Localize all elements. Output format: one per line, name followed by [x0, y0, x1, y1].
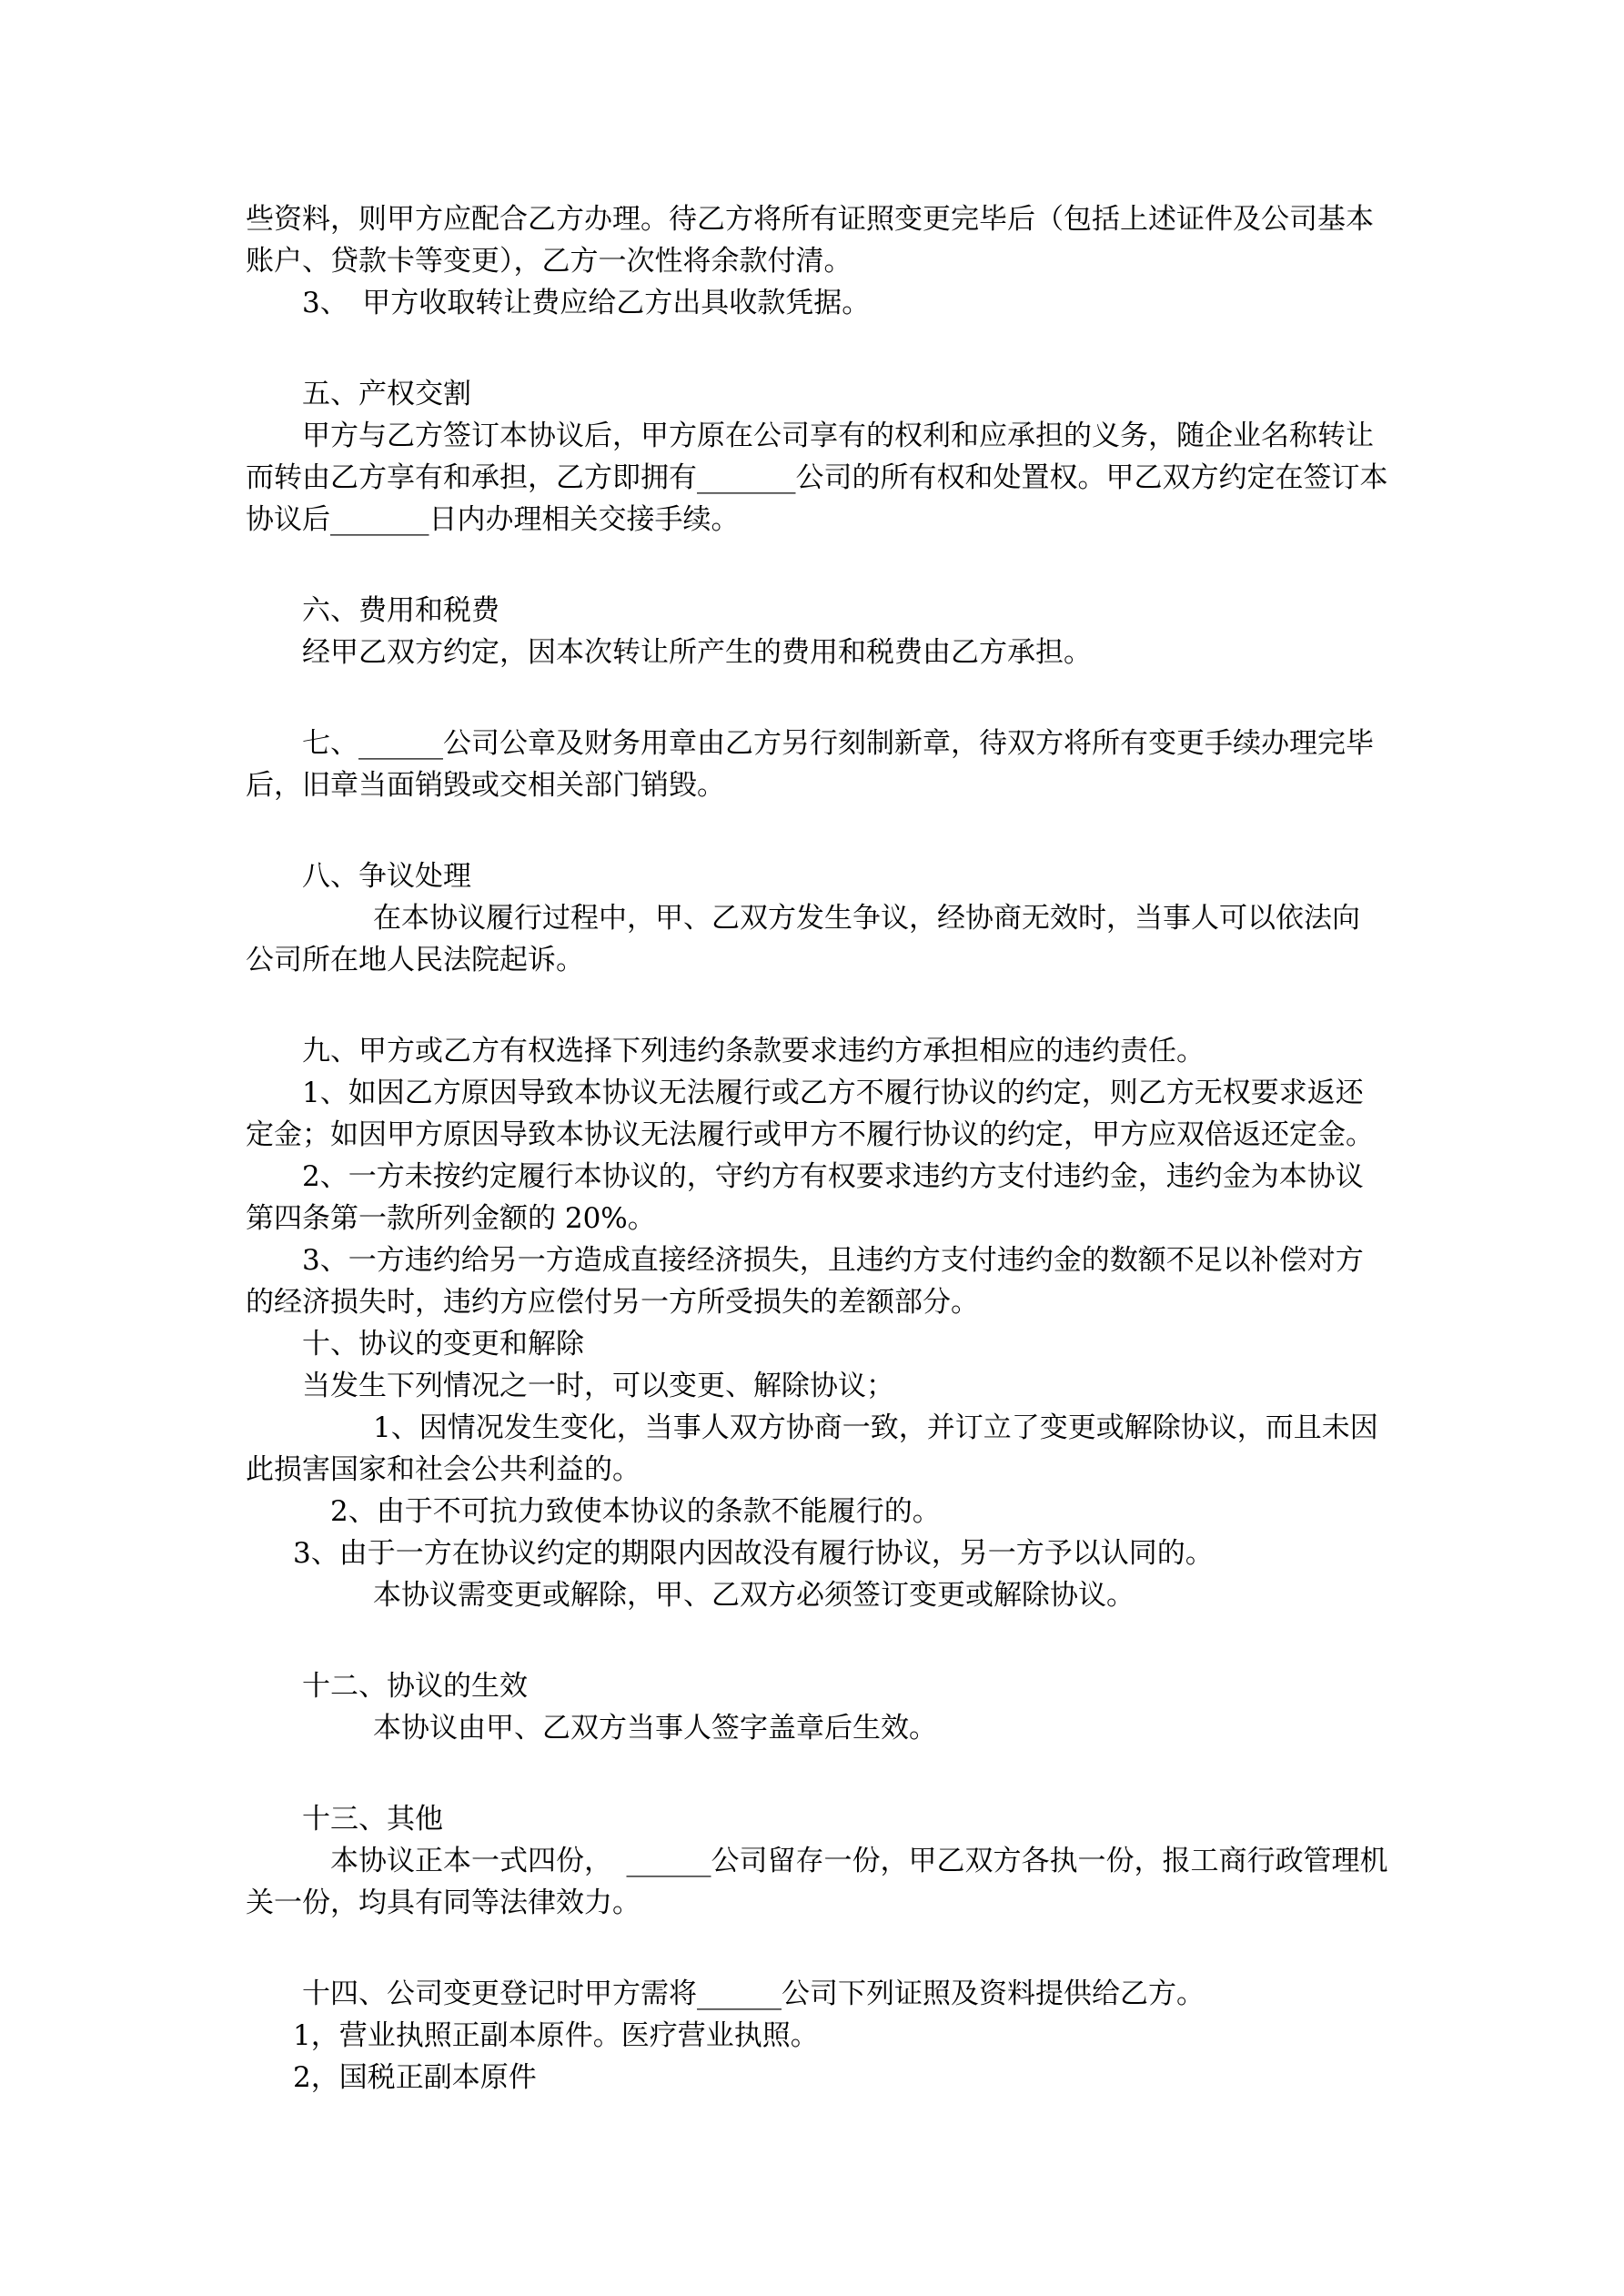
document-line: 本协议需变更或解除，甲、乙双方必须签订变更或解除协议。 — [373, 1579, 1135, 1612]
document-line: 2，国税正副本原件 — [293, 2061, 537, 2094]
document-line: 第四条第一款所列金额的 20%。 — [246, 1202, 656, 1235]
document-line: 定金；如因甲方原因导致本协议无法履行或甲方不履行协议的约定，甲方应双倍返还定金。 — [246, 1118, 1374, 1151]
document-line: 经甲乙双方约定，因本次转让所产生的费用和税费由乙方承担。 — [302, 636, 1092, 669]
document-line: 的经济损失时，违约方应偿付另一方所受损失的差额部分。 — [246, 1286, 979, 1319]
document-line: 3、由于一方在协议约定的期限内因故没有履行协议，另一方予以认同的。 — [293, 1537, 1214, 1570]
document-line: 账户、贷款卡等变更），乙方一次性将余款付清。 — [246, 245, 852, 278]
document-line: 1、如因乙方原因导致本协议无法履行或乙方不履行协议的约定，则乙方无权要求返还 — [302, 1077, 1364, 1109]
document-line: 3、一方违约给另一方造成直接经济损失，且违约方支付违约金的数额不足以补偿对方 — [302, 1244, 1364, 1277]
document-line: 3、 甲方收取转让费应给乙方出具收款凭据。 — [302, 287, 871, 319]
document-section-heading: 五、产权交割 — [302, 378, 471, 410]
document-section-heading: 十二、协议的生效 — [302, 1670, 528, 1703]
document-line: 此损害国家和社会公共利益的。 — [246, 1453, 641, 1486]
document-line: 1，营业执照正副本原件。医疗营业执照。 — [293, 2019, 819, 2052]
document-line: 而转由乙方享有和承担，乙方即拥有_______公司的所有权和处置权。甲乙双方约定在签订本 — [246, 461, 1388, 494]
document-section-heading: 七、______公司公章及财务用章由乙方另行刻制新章，待双方将所有变更手续办理完毕 — [302, 727, 1374, 760]
document-line: 当发生下列情况之一时，可以变更、解除协议； — [302, 1370, 894, 1402]
document-section-heading: 十三、其他 — [302, 1803, 443, 1836]
document-section-heading: 十、协议的变更和解除 — [302, 1328, 584, 1360]
document-line: 本协议正本一式四份， ______公司留存一份，甲乙双方各执一份，报工商行政管理机 — [330, 1845, 1388, 1877]
document-line: 协议后_______日内办理相关交接手续。 — [246, 503, 740, 536]
document-line: 公司所在地人民法院起诉。 — [246, 944, 584, 976]
document-line: 本协议由甲、乙双方当事人签字盖章后生效。 — [373, 1712, 937, 1745]
document-line: 在本协议履行过程中，甲、乙双方发生争议，经协商无效时，当事人可以依法向 — [373, 902, 1360, 935]
document-line: 2、一方未按约定履行本协议的，守约方有权要求违约方支付违约金，违约金为本协议 — [302, 1160, 1364, 1193]
document-section-heading: 八、争议处理 — [302, 860, 471, 893]
document-section-heading: 十四、公司变更登记时甲方需将______公司下列证照及资料提供给乙方。 — [302, 1977, 1205, 2010]
document-line: 后，旧章当面销毁或交相关部门销毁。 — [246, 769, 725, 802]
document-line: 关一份，均具有同等法律效力。 — [246, 1886, 641, 1919]
document-line: 甲方与乙方签订本协议后，甲方原在公司享有的权利和应承担的义务，随企业名称转让 — [302, 420, 1374, 452]
document-line: 些资料，则甲方应配合乙方办理。待乙方将所有证照变更完毕后（包括上述证件及公司基本 — [246, 203, 1374, 236]
document-line: 1、因情况发生变化，当事人双方协商一致，并订立了变更或解除协议，而且未因 — [373, 1411, 1378, 1444]
document-line: 2、由于不可抗力致使本协议的条款不能履行的。 — [330, 1495, 941, 1528]
document-section-heading: 六、费用和税费 — [302, 594, 499, 627]
document-section-heading: 九、甲方或乙方有权选择下列违约条款要求违约方承担相应的违约责任。 — [302, 1035, 1205, 1067]
document-page — [246, 198, 1387, 2099]
